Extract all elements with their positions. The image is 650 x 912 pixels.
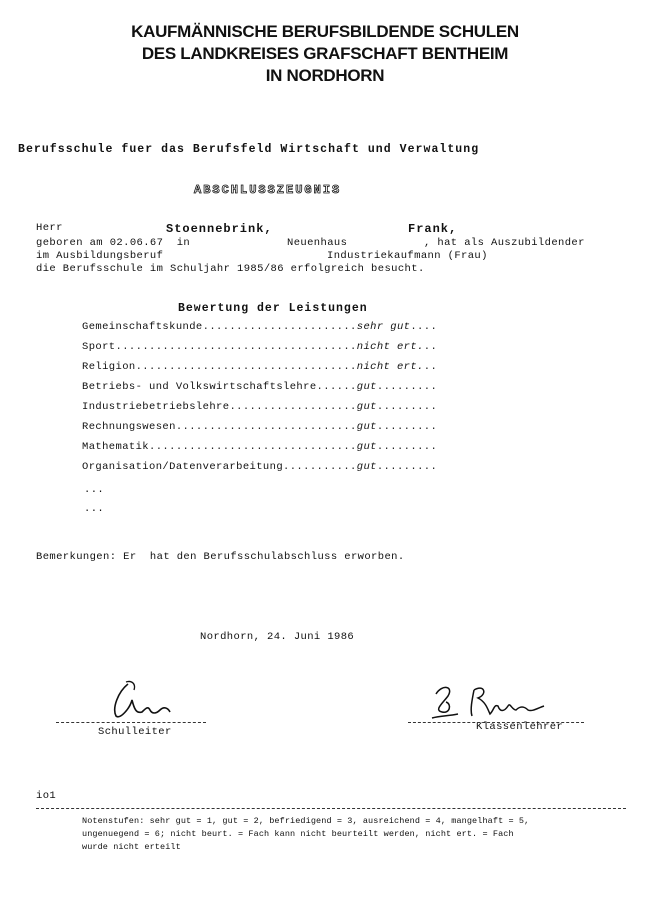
- subject-name: Sport: [82, 341, 116, 353]
- birthplace: Neuenhaus: [287, 237, 348, 249]
- subject-name: Mathematik: [82, 441, 150, 453]
- profession-label: im Ausbildungsberuf: [36, 250, 164, 262]
- trailing-dots: .........: [376, 441, 438, 453]
- has-label: , hat als Auszubildender: [424, 237, 585, 249]
- principal-signature-line: [56, 722, 206, 723]
- grade-value: gut: [356, 441, 377, 453]
- footnote-line-3: wurde nicht erteilt: [82, 842, 181, 852]
- trailing-dots: ..: [423, 361, 438, 373]
- school-name-line-2: DES LANDKREISES GRAFSCHAFT BENTHEIM: [141, 44, 509, 63]
- profession: Industriekaufmann (Frau): [327, 250, 488, 262]
- subject-name: Gemeinschaftskunde: [82, 321, 203, 333]
- trailing-dots: ....: [410, 321, 438, 333]
- remarks: Bemerkungen: Er hat den Berufsschulabschluss erworben.: [36, 551, 405, 563]
- firstname: Frank,: [408, 222, 458, 236]
- subject-name: Organisation/Datenverarbeitung: [82, 461, 284, 473]
- grade-row: [82, 441, 437, 453]
- trailing-dots: .........: [376, 381, 438, 393]
- grade-value: gut: [356, 421, 377, 433]
- reference-code: io1: [36, 790, 57, 802]
- grade-row: [82, 461, 437, 473]
- footnote-divider: [36, 808, 626, 809]
- subject-name: Industriebetriebslehre: [82, 401, 230, 413]
- document-title: ABSCHLUSSZEUGNIS: [194, 183, 342, 197]
- grade-value: gut: [356, 381, 377, 393]
- grade-row: [82, 361, 437, 373]
- leader-dots: ...........: [283, 461, 357, 473]
- school-name-line-3: IN NORDHORN: [265, 66, 385, 85]
- grade-value: nicht ert.: [356, 361, 424, 373]
- teacher-label: Klassenlehrer: [476, 721, 564, 733]
- grade-row: [82, 421, 437, 433]
- leader-dots: ....................................: [115, 341, 357, 353]
- place-date: Nordhorn, 24. Juni 1986: [200, 631, 355, 643]
- leader-dots: ...............................: [149, 441, 357, 453]
- teacher-signature: [428, 680, 558, 726]
- school-type: Berufsschule fuer das Berufsfeld Wirtschaft und Verwaltung: [18, 143, 480, 156]
- grade-row: [82, 321, 437, 333]
- principal-label: Schulleiter: [98, 726, 172, 738]
- subject-name: Rechnungswesen: [82, 421, 176, 433]
- grade-row: [82, 341, 437, 353]
- grades-title: Bewertung der Leistungen: [178, 302, 368, 315]
- footnote-line-2: ungenuegend = 6; nicht beurt. = Fach kann nicht beurteilt werden, nicht ert. = Fach: [82, 829, 514, 839]
- surname: Stoennebrink,: [166, 222, 273, 236]
- trailing-dots: .........: [376, 421, 438, 433]
- grade-row: [82, 401, 437, 413]
- grade-value: gut: [356, 401, 377, 413]
- born-label: geboren am 02.06.67 in: [36, 237, 191, 249]
- trailing-dots: .........: [376, 461, 438, 473]
- salutation: Herr: [36, 222, 63, 234]
- grade-value: sehr gut: [356, 321, 411, 333]
- trailing-dots: ..: [423, 341, 438, 353]
- extra-row-1: ...: [84, 484, 105, 496]
- leader-dots: ......: [316, 381, 357, 393]
- leader-dots: ...................: [229, 401, 357, 413]
- principal-signature: [108, 678, 178, 722]
- leader-dots: .................................: [135, 361, 357, 373]
- grade-value: nicht ert.: [356, 341, 424, 353]
- grade-value: gut: [356, 461, 377, 473]
- subject-name: Betriebs- und Volkswirtschaftslehre: [82, 381, 317, 393]
- leader-dots: .......................: [202, 321, 357, 333]
- grade-row: [82, 381, 437, 393]
- completion-statement: die Berufsschule im Schuljahr 1985/86 erfolgreich besucht.: [36, 263, 425, 275]
- extra-row-2: ...: [84, 503, 105, 515]
- school-name-line-1: KAUFMÄNNISCHE BERUFSBILDENDE SCHULEN: [131, 22, 519, 41]
- subject-name: Religion: [82, 361, 136, 373]
- footnote-line-1: Notenstufen: sehr gut = 1, gut = 2, befriedigend = 3, ausreichend = 4, mangelhaft = 5,: [82, 816, 530, 826]
- leader-dots: ...........................: [175, 421, 357, 433]
- trailing-dots: .........: [376, 401, 438, 413]
